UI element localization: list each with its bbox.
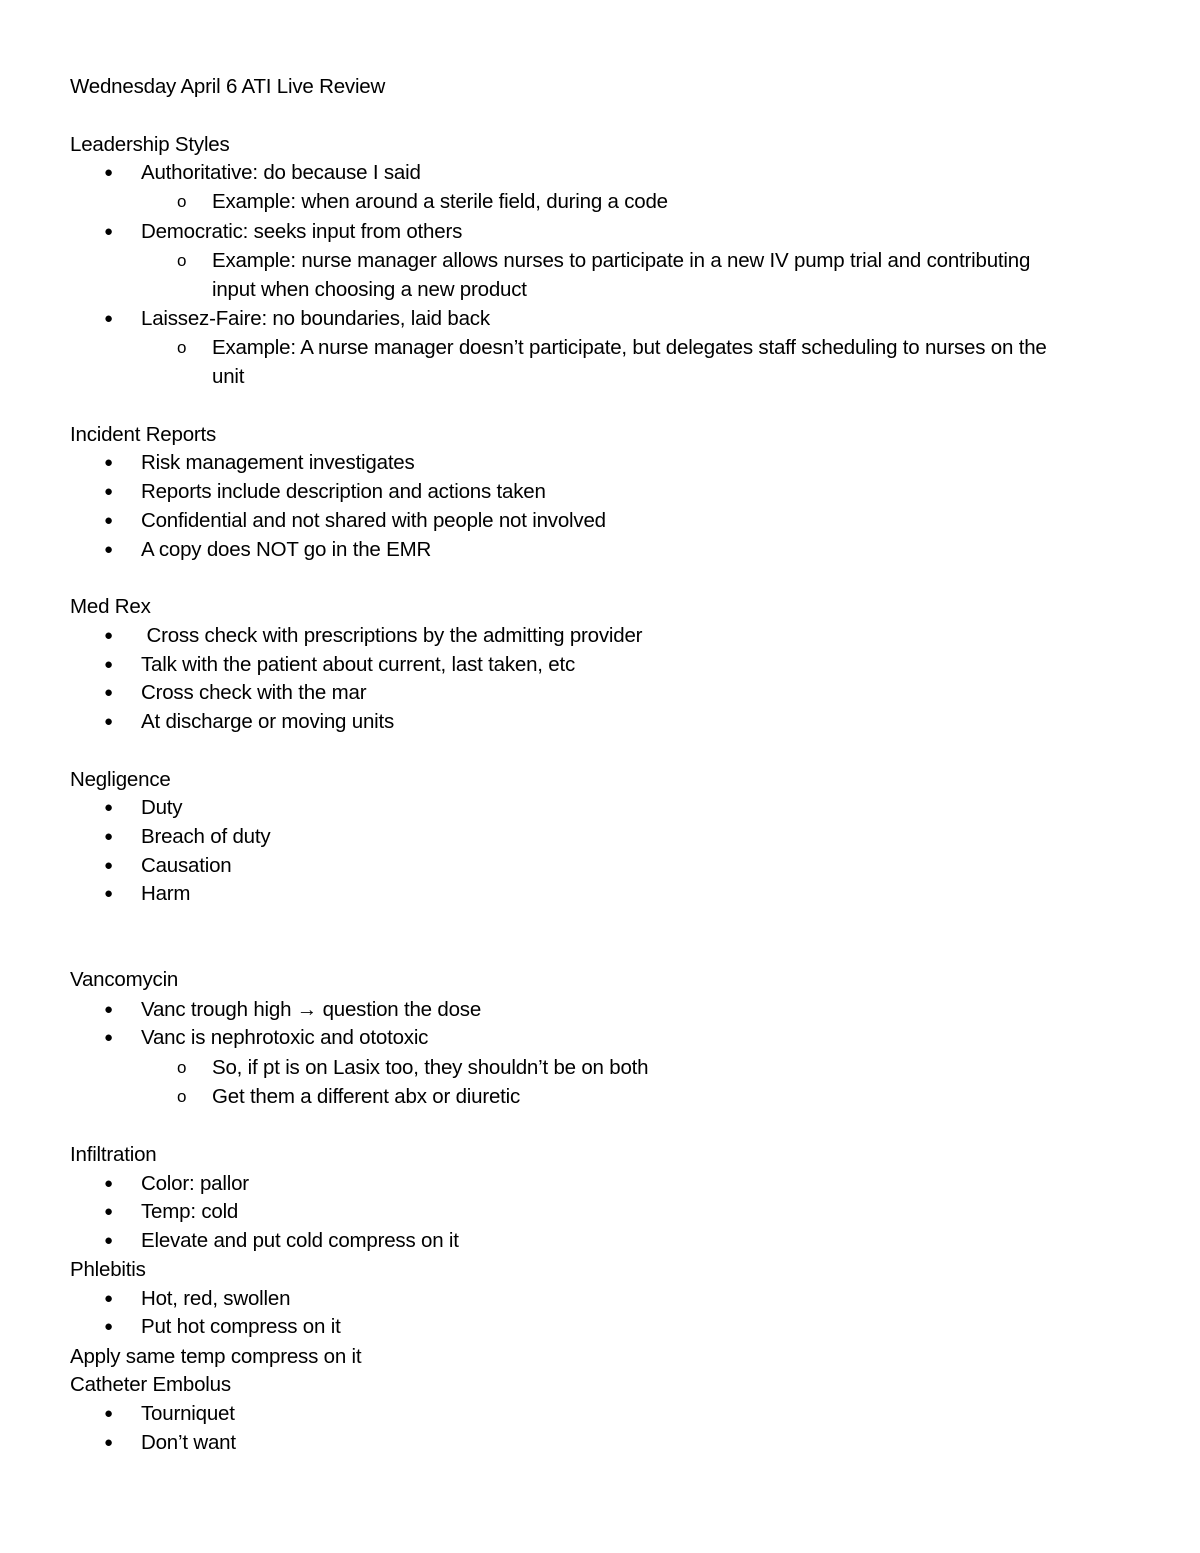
sub-list-item-continuation: unit [212,365,245,388]
list-item: Cross check with prescriptions by the admitting provider [141,624,643,647]
bullet-icon: ● [104,1405,113,1422]
list-item: Vanc is nephrotoxic and ototoxic [141,1026,429,1049]
sub-list-item-continuation: input when choosing a new product [212,278,527,301]
bullet-icon: ● [104,1434,113,1451]
bullet-icon: ● [104,828,113,845]
list-item: Color: pallor [141,1172,249,1195]
list-item: Reports include description and actions taken [141,480,546,503]
bullet-icon: ● [104,885,113,902]
bullet-icon: ● [104,1318,113,1335]
bullet-icon: ● [104,1290,113,1307]
bullet-icon: ● [104,799,113,816]
bullet-icon: ● [104,1232,113,1249]
bullet-icon: ● [104,310,113,327]
list-item: Talk with the patient about current, last taken, etc [141,653,576,676]
section-heading-incident-reports: Incident Reports [70,423,217,446]
bullet-icon: ● [104,454,113,471]
sub-bullet-icon: o [177,338,187,357]
bullet-icon: ● [104,1029,113,1046]
apply-note: Apply same temp compress on it [70,1345,362,1368]
list-item: Don’t want [141,1431,236,1454]
document-title: Wednesday April 6 ATI Live Review [70,75,386,98]
sub-bullet-icon: o [177,192,187,211]
list-item: Tourniquet [141,1402,235,1425]
list-item: Put hot compress on it [141,1315,341,1338]
sub-bullet-icon: o [177,1087,187,1106]
section-heading-med-rex: Med Rex [70,595,151,618]
bullet-icon: ● [104,483,113,500]
list-item: Temp: cold [141,1200,239,1223]
list-item: At discharge or moving units [141,710,395,733]
list-item: Laissez-Faire: no boundaries, laid back [141,307,490,330]
bullet-icon: ● [104,164,113,181]
sub-list-item: Example: when around a sterile field, during a code [212,190,668,213]
section-heading-vancomycin: Vancomycin [70,968,179,991]
list-item: Hot, red, swollen [141,1287,291,1310]
sub-bullet-icon: o [177,251,187,270]
bullet-icon: ● [104,223,113,240]
list-item: Harm [141,882,191,905]
section-heading-catheter-embolus: Catheter Embolus [70,1373,231,1396]
section-heading-leadership: Leadership Styles [70,133,230,156]
sub-list-item: Example: A nurse manager doesn’t participate, but delegates staff scheduling to nurses on the [212,336,1047,359]
list-item: Breach of duty [141,825,271,848]
sub-list-item: Example: nurse manager allows nurses to participate in a new IV pump trial and contributing [212,249,1031,272]
list-item: Causation [141,854,232,877]
list-item: Vanc trough high → question the dose [141,998,482,1021]
bullet-icon: ● [104,541,113,558]
bullet-icon: ● [104,684,113,701]
list-item: Authoritative: do because I said [141,161,421,184]
list-item: Cross check with the mar [141,681,367,704]
list-item: Duty [141,796,183,819]
list-item: Elevate and put cold compress on it [141,1229,459,1252]
bullet-icon: ● [104,512,113,529]
bullet-icon: ● [104,857,113,874]
list-item: A copy does NOT go in the EMR [141,538,432,561]
sub-list-item: Get them a different abx or diuretic [212,1085,521,1108]
list-item: Risk management investigates [141,451,415,474]
bullet-icon: ● [104,1175,113,1192]
sub-bullet-icon: o [177,1058,187,1077]
bullet-icon: ● [104,627,113,644]
list-item: Confidential and not shared with people not involved [141,509,606,532]
bullet-icon: ● [104,1001,113,1018]
bullet-icon: ● [104,1203,113,1220]
section-heading-negligence: Negligence [70,768,171,791]
sub-list-item: So, if pt is on Lasix too, they shouldn’t be on both [212,1056,649,1079]
bullet-icon: ● [104,656,113,673]
section-heading-infiltration: Infiltration [70,1143,157,1166]
bullet-icon: ● [104,713,113,730]
list-item: Democratic: seeks input from others [141,220,463,243]
section-heading-phlebitis: Phlebitis [70,1258,146,1281]
